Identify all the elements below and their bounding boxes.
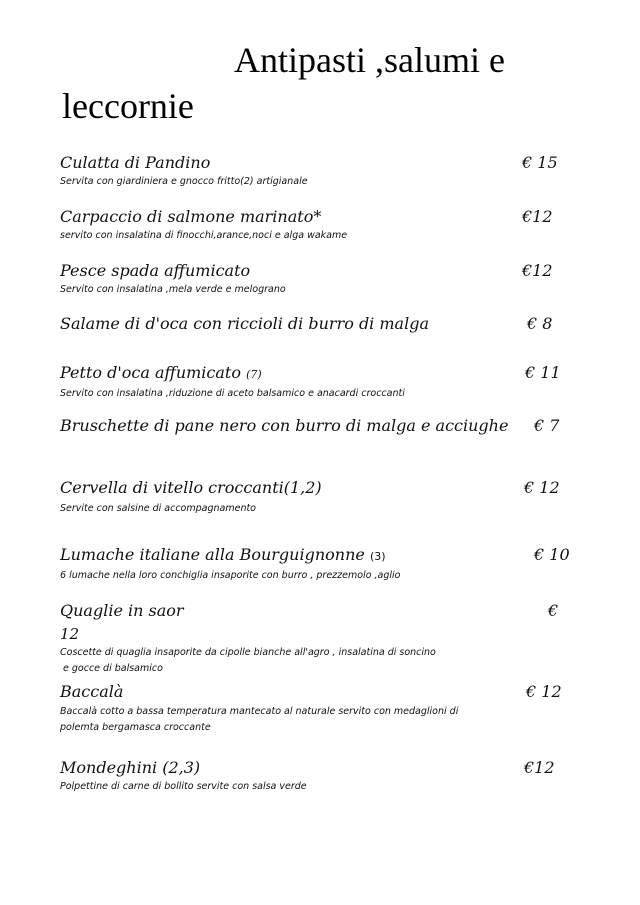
menu-item-description: servito con insalatina di finocchi,arance,noci e alga wakame xyxy=(60,230,348,241)
menu-item xyxy=(60,757,580,795)
menu-item-description: Baccalà cotto a bassa temperatura mantecato al naturale servito con medaglioni di xyxy=(60,706,459,717)
menu-item-name: Quaglie in saor xyxy=(60,601,184,620)
menu-title-line1: Antipasti ,salumi e xyxy=(234,40,505,80)
menu-item-name: Baccalà xyxy=(60,682,124,701)
menu-item-description: Servite con salsine di accompagnamento xyxy=(60,503,256,514)
menu-item-price: €12 xyxy=(524,758,555,777)
menu-item-description: Coscette di quaglia insaporite da cipolle bianche all'agro , insalatina di soncino xyxy=(60,647,436,658)
menu-item-name-text: Lumache italiane alla Bourguignonne xyxy=(60,545,365,564)
menu-item xyxy=(60,313,580,335)
menu-item xyxy=(60,152,580,190)
menu-item-description: 6 lumache nella loro conchiglia insaporite con burro , prezzemolo ,aglio xyxy=(60,570,401,581)
menu-item xyxy=(60,544,580,584)
menu-item xyxy=(60,206,580,244)
menu-item-name: Mondeghini (2,3) xyxy=(60,758,201,777)
menu-item-name: Carpaccio di salmone marinato* xyxy=(60,207,322,226)
menu-title-line2: leccornie xyxy=(62,86,194,126)
menu-item-price: € 12 xyxy=(526,682,562,701)
menu-item-name: Culatta di Pandino xyxy=(60,153,211,172)
menu-item-price: € 7 xyxy=(534,416,560,435)
menu-item-description: Servito con insalatina ,mela verde e melograno xyxy=(60,284,286,295)
menu-item xyxy=(60,600,580,622)
menu-item-name: Cervella di vitello croccanti(1,2) xyxy=(60,478,322,497)
allergen-tag: (3) xyxy=(369,550,386,563)
menu-item-price: €12 xyxy=(522,207,553,226)
menu-item-description: e gocce di balsamico xyxy=(60,663,163,674)
menu-item-price: € 15 xyxy=(522,153,558,172)
menu-item-description: Servito con insalatina ,riduzione di aceto balsamico e anacardi croccanti xyxy=(60,388,405,399)
menu-item xyxy=(60,362,580,402)
menu-item xyxy=(60,260,580,298)
menu-item xyxy=(60,477,580,517)
menu-item-description: Servita con giardiniera e gnocco fritto(2) artigianale xyxy=(60,176,308,187)
menu-item-price: € 10 xyxy=(534,545,570,564)
menu-item xyxy=(60,415,580,437)
menu-item xyxy=(60,681,580,736)
menu-item-price: € 8 xyxy=(527,314,553,333)
menu-item-name-text: Petto d'oca affumicato xyxy=(60,363,241,382)
menu-item-name xyxy=(60,362,580,386)
menu-item-description-block xyxy=(60,645,580,677)
menu-item-name xyxy=(60,544,580,568)
menu-item-price: € xyxy=(548,601,559,620)
menu-item-name: Salame di d'oca con riccioli di burro di malga xyxy=(60,314,429,333)
menu-item-price-continued: 12 xyxy=(60,625,80,643)
menu-item-price: € 12 xyxy=(524,478,560,497)
menu-item-description: polemta bergamasca croccante xyxy=(60,722,211,733)
menu-item-description: Polpettine di carne di bollito servite con salsa verde xyxy=(60,781,307,792)
menu-item-name: Bruschette di pane nero con burro di malga e acciughe xyxy=(60,416,509,435)
allergen-tag: (7) xyxy=(246,368,262,381)
menu-item-price: € 11 xyxy=(525,363,561,382)
menu-item-price: €12 xyxy=(522,261,553,280)
menu-item-name: Pesce spada affumicato xyxy=(60,261,251,280)
